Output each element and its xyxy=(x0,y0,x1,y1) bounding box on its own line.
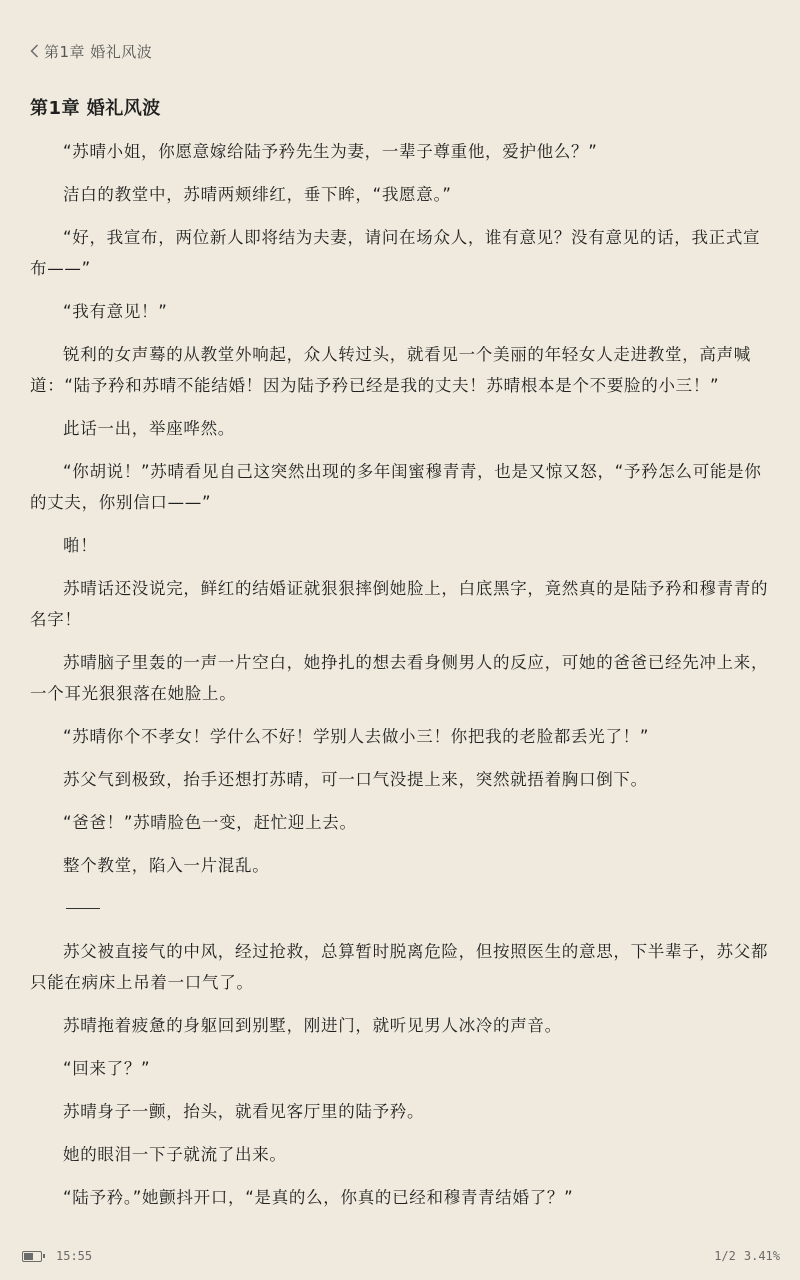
progress-percent: 3.41% xyxy=(743,1249,780,1263)
paragraph: 苏父气到极致，抬手还想打苏晴，可一口气没提上来，突然就捂着胸口倒下。 xyxy=(63,770,648,789)
paragraph: 苏晴拖着疲惫的身躯回到别墅，刚进门，就听见男人冰冷的声音。 xyxy=(63,1016,562,1035)
paragraph: 啪！ xyxy=(63,536,98,555)
paragraph-group xyxy=(30,936,770,1213)
paragraph: 她的眼泪一下子就流了出来。 xyxy=(63,1145,287,1164)
paragraph: 洁白的教堂中，苏晴两颊绯红，垂下眸，“我愿意。” xyxy=(63,185,452,204)
paragraph: 苏父被直接气的中风，经过抢救，总算暂时脱离危险，但按照医生的意思，下半辈子，苏父都只能在病床上吊着一口气了。 xyxy=(30,942,769,992)
paragraph: 苏晴脑子里轰的一声一片空白，她挣扎的想去看身侧男人的反应，可她的爸爸已经先冲上来，一个耳光狠狠落在她脸上。 xyxy=(30,653,769,703)
section-divider xyxy=(30,893,770,924)
chapter-title: 第1章 婚礼风波 xyxy=(30,98,161,119)
chevron-left-icon[interactable] xyxy=(28,43,40,59)
chapter-content xyxy=(30,94,770,1225)
paragraph: “陆予矜。”她颤抖开口，“是真的么，你真的已经和穆青青结婚了？” xyxy=(63,1188,574,1207)
clock: 15:55 xyxy=(56,1249,93,1263)
status-bar xyxy=(0,1248,800,1268)
paragraph: “苏晴你个不孝女！学什么不好！学别人去做小三！你把我的老脸都丢光了！” xyxy=(63,727,650,746)
reading-progress xyxy=(714,1249,780,1263)
paragraph: “好，我宣布，两位新人即将结为夫妻，请问在场众人，谁有意见？没有意见的话，我正式宣布——” xyxy=(30,228,761,278)
paragraph: “爸爸！”苏晴脸色一变，赶忙迎上去。 xyxy=(63,813,357,832)
paragraph: 苏晴话还没说完，鲜红的结婚证就狠狠摔倒她脸上，白底黑字，竟然真的是陆予矜和穆青青的名字！ xyxy=(30,579,769,629)
paragraph: “苏晴小姐，你愿意嫁给陆予矜先生为妻，一辈子尊重他，爱护他么？” xyxy=(63,142,598,161)
paragraph: 锐利的女声蓦的从教堂外响起，众人转过头，就看见一个美丽的年轻女人走进教堂，高声喊道：“陆予矜和苏晴不能结婚！因为陆予矜已经是我的丈夫！苏晴根本是个不要脸的小三！” xyxy=(30,345,751,395)
header-chapter-title[interactable]: 第1章 婚礼风波 xyxy=(44,42,153,61)
reader-header xyxy=(0,36,152,66)
paragraph: 苏晴身子一颤，抬头，就看见客厅里的陆予矜。 xyxy=(63,1102,425,1121)
paragraph: “你胡说！”苏晴看见自己这突然出现的多年闺蜜穆青青，也是又惊又怒，“予矜怎么可能是你的丈夫，你别信口——” xyxy=(30,462,762,512)
page-indicator: 1/2 xyxy=(714,1249,736,1263)
paragraph: “我有意见！” xyxy=(63,302,168,321)
battery-icon xyxy=(22,1251,42,1262)
paragraph: 整个教堂，陷入一片混乱。 xyxy=(63,856,270,875)
paragraph: 此话一出，举座哗然。 xyxy=(63,419,235,438)
paragraph: “回来了？” xyxy=(63,1059,151,1078)
paragraph-group xyxy=(30,136,770,881)
